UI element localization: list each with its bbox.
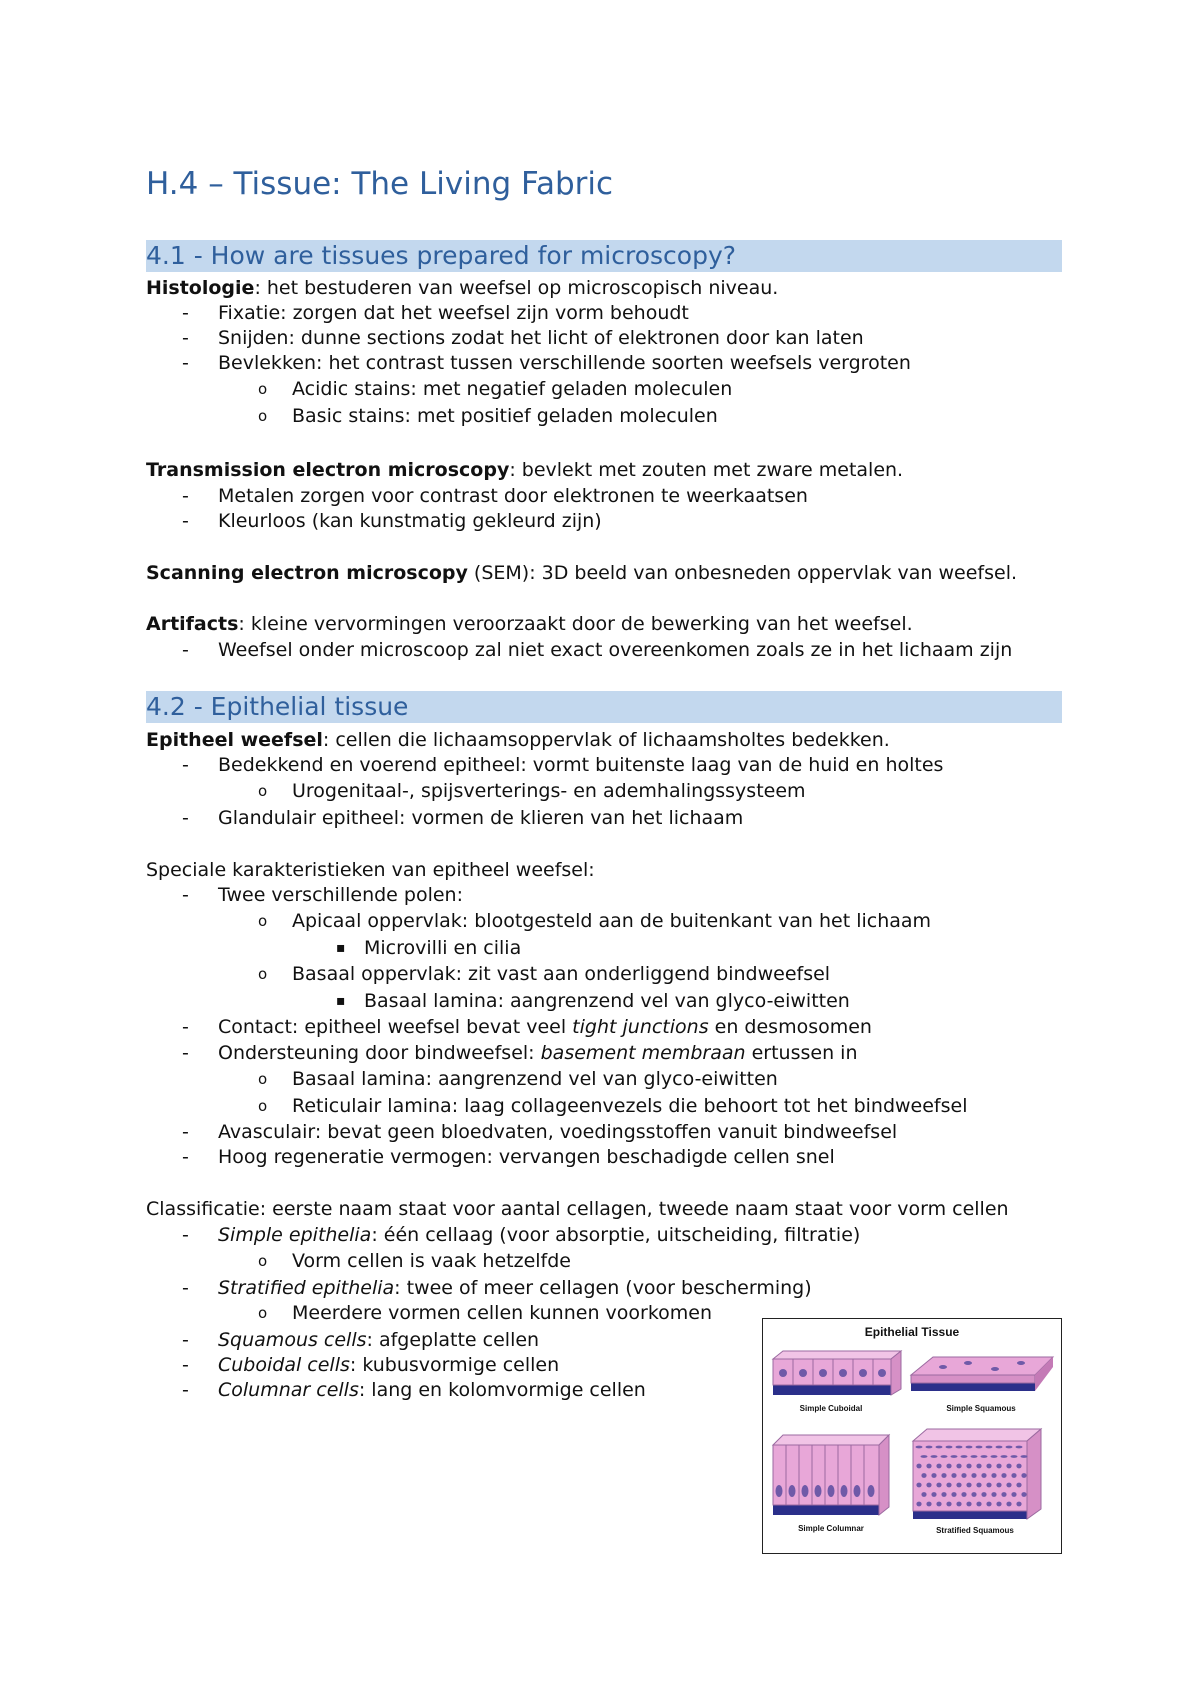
nucleus-mark bbox=[981, 1492, 986, 1497]
nucleus-mark bbox=[961, 1492, 966, 1497]
nucleus-mark bbox=[1006, 1446, 1013, 1449]
nucleus-mark bbox=[926, 1464, 931, 1469]
nucleus-mark bbox=[931, 1473, 936, 1478]
simple-columnar-illustration bbox=[773, 1435, 889, 1515]
nucleus-mark bbox=[1011, 1492, 1016, 1497]
nucleus-mark bbox=[961, 1455, 968, 1458]
nucleus-mark bbox=[966, 1483, 971, 1488]
nucleus-mark bbox=[1021, 1455, 1028, 1458]
speciale-line: Speciale karakteristieken van epitheel weefsel: bbox=[146, 859, 595, 881]
label-simple-columnar: Simple Columnar bbox=[798, 1524, 864, 1533]
nucleus-mark bbox=[1011, 1473, 1016, 1478]
nucleus-mark bbox=[1016, 1446, 1023, 1449]
classificatie-line: Classificatie: eerste naam staat voor aantal cellagen, tweede naam staat voor vorm cellen bbox=[146, 1198, 1009, 1220]
nucleus-mark bbox=[1001, 1455, 1008, 1458]
nucleus-mark bbox=[976, 1502, 981, 1507]
nucleus-mark bbox=[931, 1492, 936, 1497]
nucleus-mark bbox=[1011, 1455, 1018, 1458]
nucleus-mark bbox=[996, 1464, 1001, 1469]
nucleus-mark bbox=[936, 1483, 941, 1488]
nucleus-mark bbox=[1006, 1483, 1011, 1488]
nucleus-mark bbox=[961, 1473, 966, 1478]
nucleus-mark bbox=[921, 1473, 926, 1478]
nucleus-mark bbox=[931, 1455, 938, 1458]
nucleus-mark bbox=[926, 1446, 933, 1449]
nucleus-mark bbox=[996, 1483, 1001, 1488]
nucleus-mark bbox=[976, 1446, 983, 1449]
histologie-line bbox=[146, 275, 778, 301]
term-histologie: Histologie bbox=[146, 277, 255, 299]
nucleus-mark bbox=[1021, 1473, 1026, 1478]
nucleus-mark bbox=[971, 1473, 976, 1478]
epitheel-line: Epitheel weefsel: cellen die lichaamsoppervlak of lichaamsholtes bedekken. bbox=[146, 729, 890, 751]
nucleus-mark bbox=[1016, 1464, 1021, 1469]
nucleus-mark bbox=[956, 1502, 961, 1507]
nucleus-mark bbox=[916, 1464, 921, 1469]
nucleus-mark bbox=[926, 1483, 931, 1488]
nucleus-mark bbox=[966, 1464, 971, 1469]
nucleus-mark bbox=[966, 1502, 971, 1507]
nucleus-mark bbox=[956, 1446, 963, 1449]
section-heading-4-2: 4.2 - Epithelial tissue bbox=[146, 691, 1062, 723]
nucleus-mark bbox=[941, 1455, 948, 1458]
nucleus-mark bbox=[1006, 1464, 1011, 1469]
label-simple-squamous: Simple Squamous bbox=[946, 1404, 1016, 1413]
nucleus-mark bbox=[951, 1455, 958, 1458]
tem-line: Transmission electron microscopy: bevlekt met zouten met zware metalen. bbox=[146, 459, 904, 481]
page-title: H.4 – Tissue: The Living Fabric bbox=[146, 166, 614, 202]
epithelial-tissue-figure bbox=[762, 1318, 1062, 1554]
nucleus-mark bbox=[916, 1446, 923, 1449]
nucleus-mark bbox=[986, 1502, 991, 1507]
nucleus-mark bbox=[936, 1464, 941, 1469]
epithelial-tissue-illustration bbox=[763, 1319, 1061, 1553]
nucleus-mark bbox=[1006, 1502, 1011, 1507]
nucleus-mark bbox=[941, 1492, 946, 1497]
nucleus-mark bbox=[991, 1455, 998, 1458]
nucleus-mark bbox=[981, 1473, 986, 1478]
nucleus-mark bbox=[951, 1473, 956, 1478]
label-stratified-squamous: Stratified Squamous bbox=[936, 1526, 1014, 1535]
simple-cuboidal-illustration bbox=[773, 1351, 901, 1395]
nucleus-mark bbox=[991, 1492, 996, 1497]
nucleus-mark bbox=[1001, 1492, 1006, 1497]
nucleus-mark bbox=[946, 1502, 951, 1507]
stratified-squamous-illustration bbox=[913, 1429, 1041, 1519]
nucleus-mark bbox=[916, 1502, 921, 1507]
figure-title: Epithelial Tissue bbox=[864, 1325, 960, 1339]
nucleus-mark bbox=[951, 1492, 956, 1497]
nucleus-mark bbox=[976, 1464, 981, 1469]
nucleus-mark bbox=[971, 1455, 978, 1458]
nucleus-mark bbox=[921, 1455, 928, 1458]
nucleus-mark bbox=[976, 1483, 981, 1488]
nucleus-mark bbox=[966, 1446, 973, 1449]
nucleus-mark bbox=[946, 1464, 951, 1469]
nucleus-mark bbox=[941, 1473, 946, 1478]
nucleus-mark bbox=[956, 1464, 961, 1469]
nucleus-mark bbox=[996, 1446, 1003, 1449]
def-histologie: : het bestuderen van weefsel op microscopisch niveau. bbox=[254, 277, 779, 299]
nucleus-mark bbox=[956, 1483, 961, 1488]
nucleus-mark bbox=[986, 1464, 991, 1469]
nucleus-mark bbox=[936, 1502, 941, 1507]
nucleus-mark bbox=[991, 1473, 996, 1478]
nucleus-mark bbox=[1016, 1483, 1021, 1488]
simple-squamous-illustration bbox=[911, 1357, 1053, 1391]
nucleus-mark bbox=[1001, 1473, 1006, 1478]
nucleus-mark bbox=[1021, 1492, 1026, 1497]
artifacts-line: Artifacts: kleine vervormingen veroorzaakt door de bewerking van het weefsel. bbox=[146, 613, 913, 635]
sem-line: Scanning electron microscopy (SEM): 3D beeld van onbesneden oppervlak van weefsel. bbox=[146, 562, 1018, 584]
nucleus-mark bbox=[996, 1502, 1001, 1507]
nucleus-mark bbox=[986, 1483, 991, 1488]
nucleus-mark bbox=[936, 1446, 943, 1449]
nucleus-mark bbox=[981, 1455, 988, 1458]
nucleus-mark bbox=[1016, 1502, 1021, 1507]
nucleus-mark bbox=[916, 1483, 921, 1488]
label-simple-cuboidal: Simple Cuboidal bbox=[799, 1404, 863, 1413]
nucleus-mark bbox=[971, 1492, 976, 1497]
nucleus-mark bbox=[921, 1492, 926, 1497]
section-heading-4-1: 4.1 - How are tissues prepared for microscopy? bbox=[146, 240, 1062, 272]
nucleus-mark bbox=[986, 1446, 993, 1449]
nucleus-mark bbox=[926, 1502, 931, 1507]
nucleus-mark bbox=[946, 1483, 951, 1488]
nucleus-mark bbox=[946, 1446, 953, 1449]
